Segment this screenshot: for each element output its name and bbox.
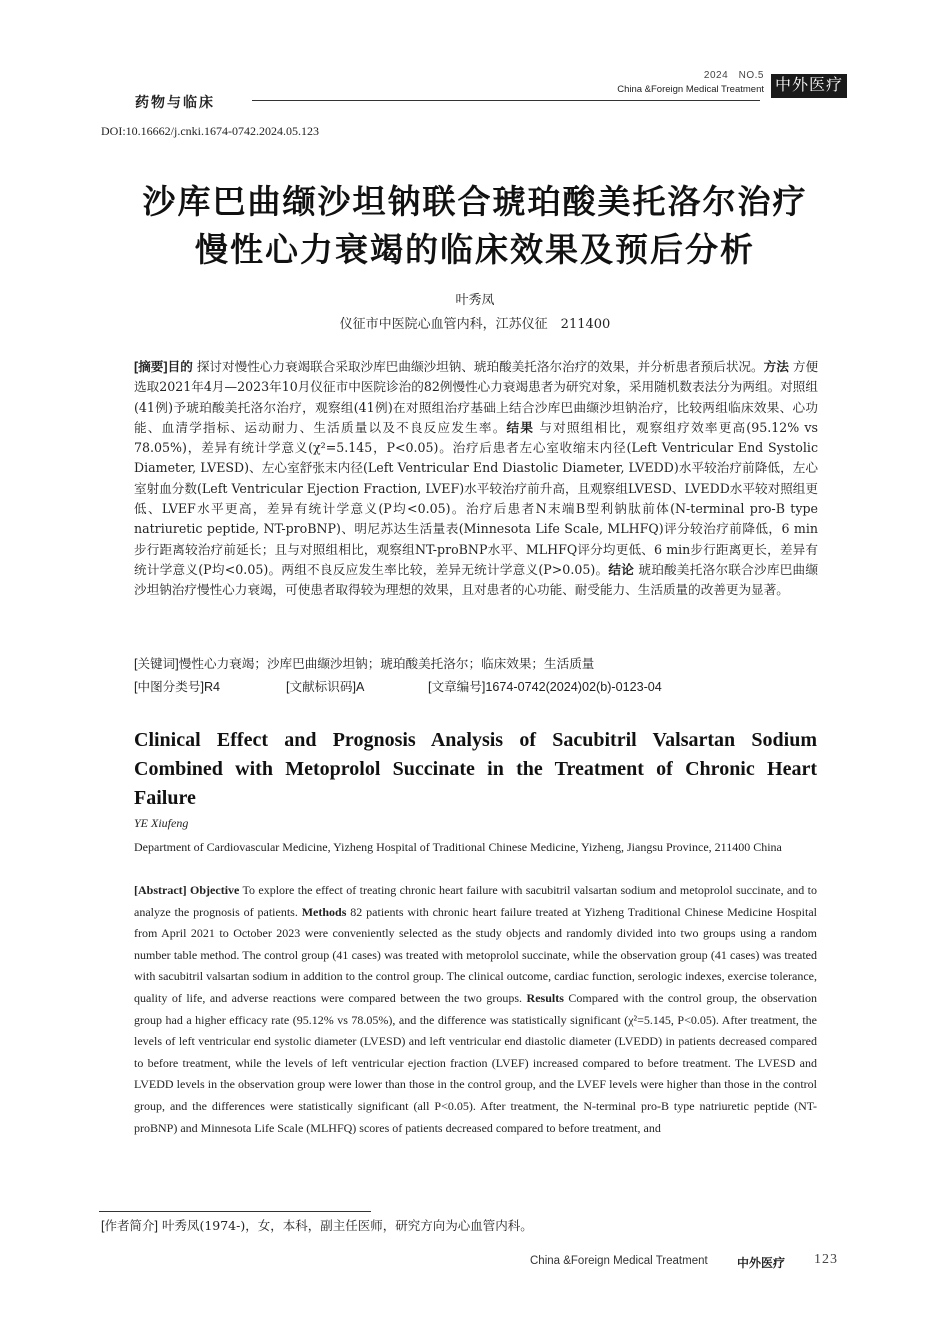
article-number: [文章编号]1674-0742(2024)02(b)-0123-04 xyxy=(428,680,662,694)
title-cn-line-2: 慢性心力衰竭的临床效果及预后分析 xyxy=(195,230,755,269)
footnote-text: 叶秀凤(1974-)，女，本科，副主任医师，研究方向为心血管内科。 xyxy=(161,1218,533,1233)
affiliation-cn: 仪征市中医院心血管内科，江苏仪征 211400 xyxy=(339,317,611,332)
affiliation-en: Department of Cardiovascular Medicine, Yizheng Hospital of Traditional Chinese Medicine, Yizheng, Jiangsu Province, 211400 China xyxy=(134,840,782,854)
keywords-cn-label: [关键词] xyxy=(134,657,179,671)
section-label: 药物与临床 xyxy=(135,95,215,111)
methods-en-text: 82 patients with chronic heart failure treated at Yizheng Traditional Chinese Medicine Hospital from April 2021 to October 2023 were conveniently selected as the study objects and randomly divided into two groups using a random number table method. The control group (41 cases) was treated with metoprolol succinate, while the observation group (41 cases) was treated with sacubitril valsartan sodium in addition to the control group. The clinical outcome, cardiac function, serologic indexes, exercise tolerance, quality of life, and adverse reactions were compared between the two groups. xyxy=(134,904,817,1005)
author-footnote xyxy=(101,1216,533,1234)
header-rule xyxy=(252,100,760,101)
author-cn: 叶秀凤 xyxy=(455,293,495,308)
conclusion-cn-label: 结论 xyxy=(608,562,635,577)
objective-en-text: To explore the effect of treating chronic heart failure with sacubitril valsartan sodium and metoprolol succinate, and to analyze the prognosis of patients. xyxy=(134,883,818,919)
footnote-rule xyxy=(99,1211,371,1212)
footer-journal-en: China &Foreign Medical Treatment xyxy=(530,1255,708,1267)
results-cn-label: 结果 xyxy=(506,420,535,435)
journal-name-en: China &Foreign Medical Treatment xyxy=(617,84,764,95)
article-title-en: Clinical Effect and Prognosis Analysis of Sacubitril Valsartan Sodium Combined with Metoprolol Succinate in the Treatment of Chronic Heart Failure xyxy=(134,729,817,809)
footer-journal-cn: 中外医疗 xyxy=(737,1256,786,1270)
abstract-en xyxy=(134,880,817,1139)
document-code: [文献标识码]A xyxy=(286,680,365,694)
title-cn-line-1: 沙库巴曲缬沙坦钠联合琥珀酸美托洛尔治疗 xyxy=(142,182,808,221)
journal-logo-badge: 中外医疗 xyxy=(771,74,847,98)
author-en: YE Xiufeng xyxy=(134,816,189,830)
abstract-en-label: [Abstract] xyxy=(134,883,187,897)
methods-cn-text: 方便选取2021年4月—2023年10月仪征市中医院诊治的82例慢性心力衰竭患者为研究对象，采用随机数表法分为两组。对照组(41例)予琥珀酸美托洛尔治疗，观察组(41例)在对照组治疗基础上结合沙库巴曲缬沙坦钠治疗，比较两组临床效果、心功能、血清学指标、运动耐力、生活质量以及不良反应发生率。 xyxy=(134,359,819,435)
doi: DOI:10.16662/j.cnki.1674-0742.2024.05.123 xyxy=(101,124,319,138)
page-number: 123 xyxy=(814,1252,838,1267)
results-cn-text: 与对照组相比，观察组疗效率更高(95.12% vs 78.05%)，差异有统计学意义(χ²=5.145，P<0.05)。治疗后患者左心室收缩末内径(Left Ventricular End Systolic Diameter, LVESD)、左心室舒张末内径(Left Ventricular End Diastolic Diameter, LVEDD)水平较治疗前降低，左心室射血分数(Left Ventricular Ejection Fraction, LVEF)水平较治疗前升高，且观察组LVESD、LVEDD水平较对照组更低、LVEF水平更高，差异有统计学意义(P均<0.05)。治疗后患者N末端B型利钠肽前体(N-terminal pro-B type natriuretic peptide, NT-proBNP)、明尼苏达生活量表(Minnesota Life Scale, MLHFQ)评分较治疗前降低，6 min步行距离较治疗前延长；且与对照组相比，观察组NT-proBNP水平、MLHFQ评分均更低、6 min步行距离更长，差异有统计学意义(P均<0.05)。两组不良反应发生率比较，差异无统计学意义(P>0.05)。 xyxy=(134,419,818,577)
methods-cn-label: 方法 xyxy=(763,360,789,374)
footnote-label: [作者简介] xyxy=(101,1219,158,1233)
objective-cn-label: 目的 xyxy=(167,360,193,374)
objective-en-label: Objective xyxy=(190,883,240,897)
abstract-cn xyxy=(134,357,818,601)
abstract-cn-label: [摘要] xyxy=(134,360,168,374)
results-en-label: Results xyxy=(526,990,564,1005)
clc-number: [中图分类号]R4 xyxy=(134,680,221,694)
methods-en-label: Methods xyxy=(301,904,347,919)
keywords-cn-text: 慢性心力衰竭；沙库巴曲缬沙坦钠；琥珀酸美托洛尔；临床效果；生活质量 xyxy=(178,656,595,671)
objective-cn-text: 探讨对慢性心力衰竭联合采取沙库巴曲缬沙坦钠、琥珀酸美托洛尔治疗的效果，并分析患者预后状况。 xyxy=(196,359,764,374)
article-title-cn xyxy=(80,178,870,274)
issue-label: 2024 NO.5 xyxy=(703,70,764,81)
results-en-text: Compared with the control group, the observation group had a higher efficacy rate (95.12% vs 78.05%), and the difference was statistically significant (χ²=5.145, P<0.05). After treatment, the levels of left ventricular end systolic diameter (LVESD) and left ventricular end diastolic diameter (LVEDD) in patients decreased compared to before treatment, while the levels of left ventricular ejection fraction (LVEF) increased compared to before treatment. The LVESD and LVEDD levels in the observation group were lower than those in the control group, and the LVEF levels were higher than those in the control group, and the differences were statistically significant (all P<0.05). After treatment, the N-terminal pro-B type natriuretic peptide (NT-proBNP) and Minnesota Life Scale (MLHFQ) scores of patients decreased compared to before treatment, and xyxy=(134,990,817,1135)
keywords-cn xyxy=(134,654,818,674)
conclusion-cn-text: 琥珀酸美托洛尔联合沙库巴曲缬沙坦钠治疗慢性心力衰竭，可使患者取得较为理想的效果，且对患者的心功能、耐受能力、生活质量的改善更为显著。 xyxy=(134,561,818,598)
